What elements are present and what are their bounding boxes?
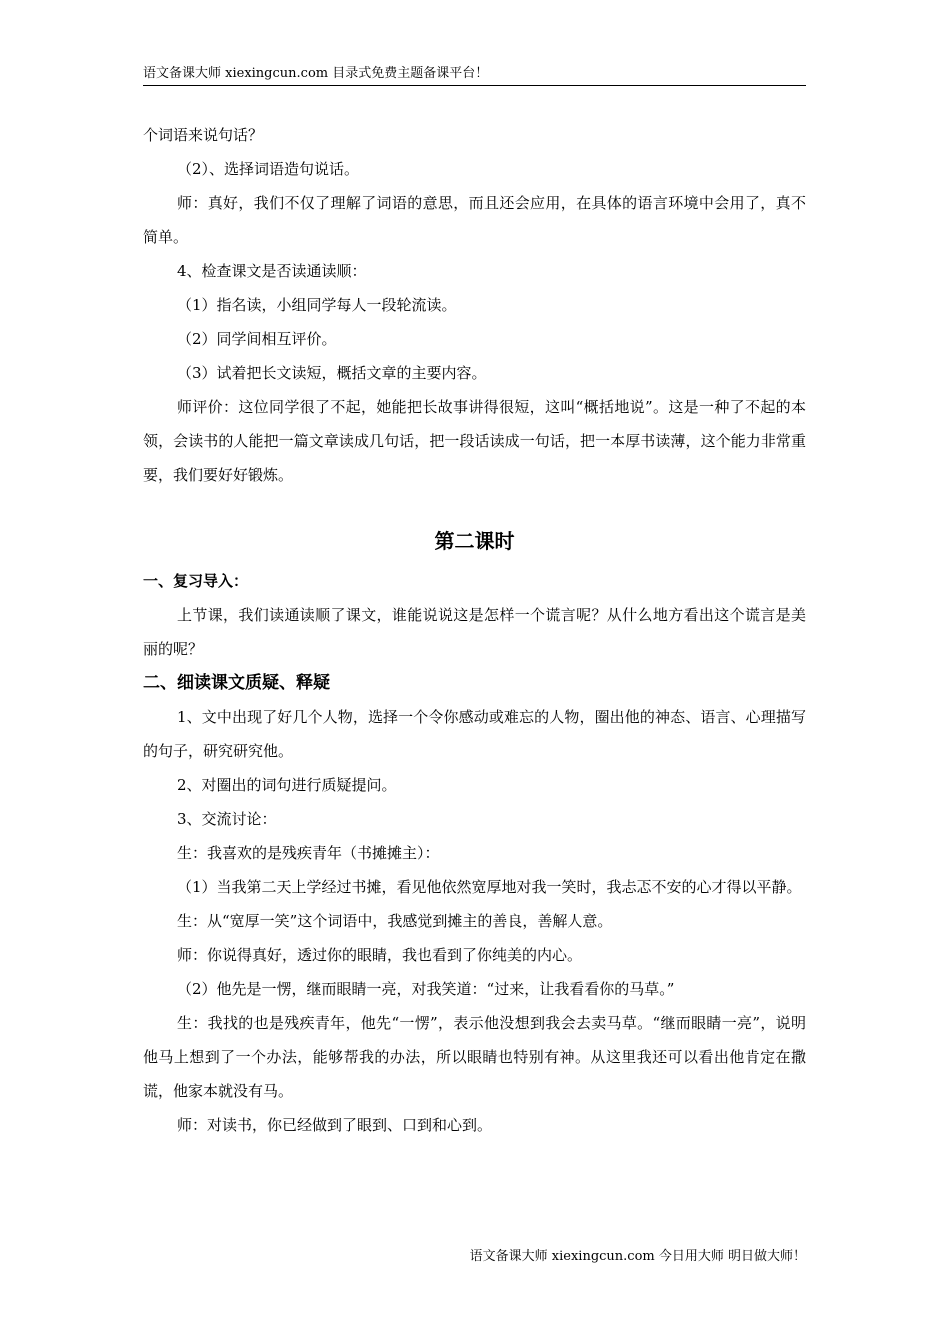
page-footer bbox=[470, 1247, 806, 1267]
document-body bbox=[143, 118, 806, 1142]
paragraph: （1）当我第二天上学经过书摊，看见他依然宽厚地对我一笑时，我忐忑不安的心才得以平静。 bbox=[177, 878, 802, 896]
paragraph: 3、交流讨论： bbox=[177, 810, 277, 828]
lesson-title: 第二课时 bbox=[434, 529, 515, 553]
paragraph: 2、对圈出的词句进行质疑提问。 bbox=[177, 776, 397, 794]
footer-text: 语文备课大师 xiexingcun.com 今日用大师 明日做大师！ bbox=[469, 1249, 806, 1264]
page-header bbox=[143, 64, 806, 86]
header-text: 语文备课大师 xiexingcun.com 目录式免费主题备课平台！ bbox=[143, 66, 489, 81]
paragraph: 上节课，我们读通读顺了课文，谁能说说这是怎样一个谎言呢？从什么地方看出这个谎言是美丽的呢？ bbox=[143, 606, 806, 658]
paragraph: 师：你说得真好，透过你的眼睛，我也看到了你纯美的内心。 bbox=[177, 946, 583, 964]
paragraph: （2）同学间相互评价。 bbox=[177, 330, 337, 348]
paragraph: 师：对读书，你已经做到了眼到、口到和心到。 bbox=[177, 1116, 493, 1134]
paragraph: 生：从“宽厚一笑”这个词语中，我感觉到摊主的善良，善解人意。 bbox=[177, 912, 613, 930]
paragraph: 4、检查课文是否读通读顺： bbox=[177, 262, 367, 280]
paragraph: 生：我找的也是残疾青年，他先“一愣”，表示他没想到我会去卖马草。“继而眼睛一亮”，说明他马上想到了一个办法，能够帮我的办法，所以眼睛也特别有神。从这里我还可以看出他肯定在撒谎，他家本就没有马。 bbox=[143, 1014, 806, 1100]
paragraph: 生：我喜欢的是残疾青年（书摊摊主）： bbox=[177, 844, 440, 862]
paragraph: （3）试着把长文读短，概括文章的主要内容。 bbox=[177, 364, 487, 382]
section-heading-review: 一、复习导入： bbox=[143, 572, 249, 590]
section-heading-close-reading: 二、细读课文质疑、释疑 bbox=[143, 673, 330, 693]
paragraph: 师：真好，我们不仅了理解了词语的意思，而且还会应用，在具体的语言环境中会用了，真不简单。 bbox=[143, 194, 806, 246]
paragraph: （2）他先是一愣，继而眼睛一亮，对我笑道：“过来，让我看看你的马草。” bbox=[177, 980, 675, 998]
paragraph: （1）指名读，小组同学每人一段轮流读。 bbox=[177, 296, 457, 314]
paragraph: （2）、选择词语造句说话。 bbox=[177, 160, 360, 178]
paragraph: 个词语来说句话？ bbox=[143, 126, 264, 144]
paragraph: 1、文中出现了好几个人物，选择一个令你感动或难忘的人物，圈出他的神态、语言、心理描写的句子，研究研究他。 bbox=[143, 708, 806, 760]
paragraph: 师评价：这位同学很了不起，她能把长故事讲得很短，这叫“概括地说”。这是一种了不起的本领，会读书的人能把一篇文章读成几句话，把一段话读成一句话，把一本厚书读薄，这个能力非常重要，我们要好好锻炼。 bbox=[143, 398, 806, 484]
